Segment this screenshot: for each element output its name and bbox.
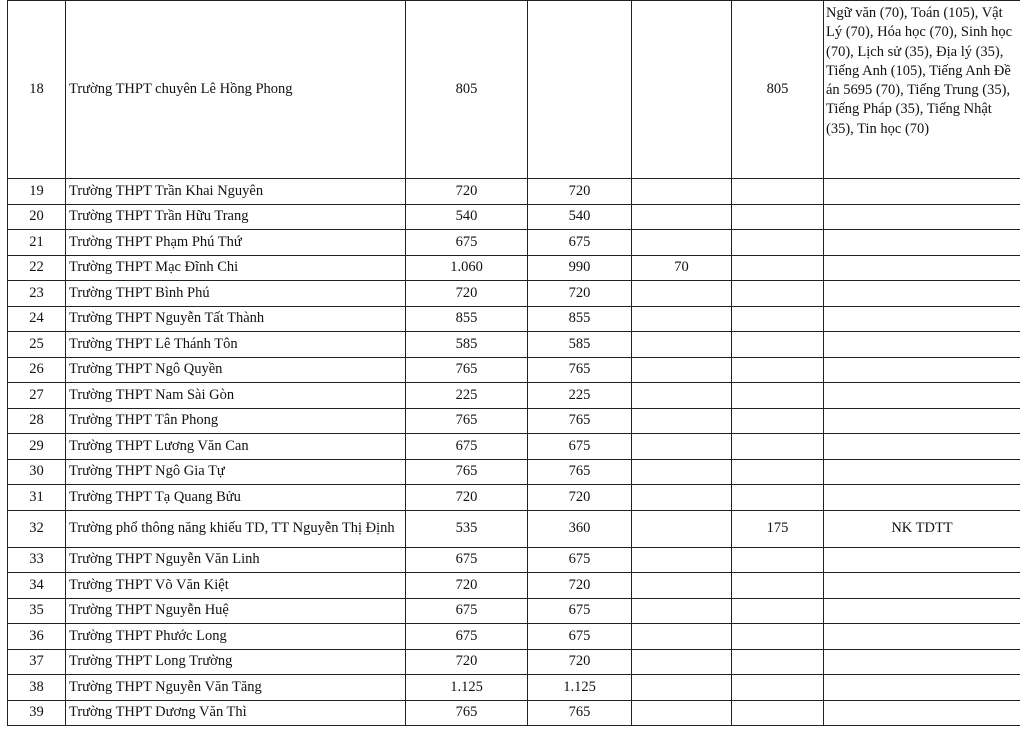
total-quota: 720 [406,573,528,599]
subject-note [824,332,1020,358]
subject-note [824,434,1020,460]
subject-note [824,573,1020,599]
row-number: 34 [8,573,66,599]
regular-quota: 1.125 [528,675,632,701]
school-name: Trường THPT Tân Phong [66,408,406,434]
total-quota: 1.060 [406,255,528,281]
row-number: 21 [8,230,66,256]
table-body [8,1,1020,726]
integrated-quota [632,649,732,675]
subject-note [824,357,1020,383]
table-row [8,408,1020,434]
total-quota: 540 [406,204,528,230]
specialized-quota: 805 [732,1,824,179]
school-name: Trường THPT Nguyễn Văn Tăng [66,675,406,701]
specialized-quota [732,459,824,485]
total-quota: 720 [406,281,528,307]
regular-quota: 720 [528,485,632,511]
specialized-quota [732,700,824,726]
school-name: Trường THPT Trần Khai Nguyên [66,179,406,205]
row-number: 35 [8,598,66,624]
row-number: 37 [8,649,66,675]
table-row [8,598,1020,624]
row-number: 19 [8,179,66,205]
regular-quota [528,1,632,179]
regular-quota: 675 [528,598,632,624]
subject-note [824,547,1020,573]
subject-note [824,408,1020,434]
table-row [8,306,1020,332]
integrated-quota [632,547,732,573]
integrated-quota [632,306,732,332]
row-number: 29 [8,434,66,460]
table-row [8,700,1020,726]
school-name: Trường THPT Võ Văn Kiệt [66,573,406,599]
regular-quota: 765 [528,357,632,383]
specialized-quota [732,306,824,332]
regular-quota: 720 [528,281,632,307]
total-quota: 855 [406,306,528,332]
row-number: 23 [8,281,66,307]
total-quota: 675 [406,230,528,256]
total-quota: 675 [406,624,528,650]
school-name: Trường THPT Bình Phú [66,281,406,307]
total-quota: 765 [406,459,528,485]
regular-quota: 675 [528,230,632,256]
specialized-quota [732,255,824,281]
total-quota: 765 [406,357,528,383]
subject-note [824,306,1020,332]
table-row [8,459,1020,485]
table-row [8,357,1020,383]
table-row [8,624,1020,650]
school-name: Trường THPT Phạm Phú Thứ [66,230,406,256]
specialized-quota [732,332,824,358]
specialized-quota [732,179,824,205]
row-number: 33 [8,547,66,573]
table-row [8,383,1020,409]
subject-note [824,649,1020,675]
subject-note [824,624,1020,650]
integrated-quota [632,1,732,179]
specialized-quota [732,485,824,511]
subject-note [824,230,1020,256]
school-name: Trường phổ thông năng khiếu TD, TT Nguyễn Thị Định [66,510,406,547]
row-number: 30 [8,459,66,485]
specialized-quota [732,598,824,624]
table-row [8,281,1020,307]
table-row [8,510,1020,547]
table-row [8,547,1020,573]
specialized-quota [732,624,824,650]
subject-note: Ngữ văn (70), Toán (105), Vật Lý (70), Hóa học (70), Sinh học (70), Lịch sử (35), Địa lý (35), Tiếng Anh (105), Tiếng Anh Đề án 5695 (70), Tiếng Trung (35), Tiếng Pháp (35), Tiếng Nhật (35), Tin học (70) [824,1,1020,179]
table-row [8,230,1020,256]
total-quota: 805 [406,1,528,179]
integrated-quota [632,510,732,547]
regular-quota: 540 [528,204,632,230]
specialized-quota [732,281,824,307]
regular-quota: 225 [528,383,632,409]
school-name: Trường THPT Lương Văn Can [66,434,406,460]
school-name: Trường THPT Nguyễn Văn Linh [66,547,406,573]
total-quota: 675 [406,547,528,573]
subject-note [824,700,1020,726]
table-row [8,649,1020,675]
specialized-quota [732,408,824,434]
integrated-quota [632,332,732,358]
admission-quota-table [7,0,1020,726]
row-number: 38 [8,675,66,701]
row-number: 27 [8,383,66,409]
specialized-quota [732,230,824,256]
specialized-quota: 175 [732,510,824,547]
integrated-quota [632,675,732,701]
school-name: Trường THPT Nguyễn Huệ [66,598,406,624]
table-row [8,434,1020,460]
integrated-quota [632,598,732,624]
specialized-quota [732,675,824,701]
regular-quota: 765 [528,459,632,485]
specialized-quota [732,547,824,573]
regular-quota: 585 [528,332,632,358]
regular-quota: 360 [528,510,632,547]
regular-quota: 720 [528,649,632,675]
regular-quota: 675 [528,547,632,573]
integrated-quota [632,434,732,460]
school-name: Trường THPT Tạ Quang Bửu [66,485,406,511]
row-number: 39 [8,700,66,726]
integrated-quota [632,485,732,511]
integrated-quota [632,408,732,434]
total-quota: 225 [406,383,528,409]
subject-note [824,383,1020,409]
integrated-quota: 70 [632,255,732,281]
regular-quota: 720 [528,179,632,205]
school-name: Trường THPT Dương Văn Thì [66,700,406,726]
integrated-quota [632,204,732,230]
integrated-quota [632,383,732,409]
integrated-quota [632,230,732,256]
school-name: Trường THPT Nguyễn Tất Thành [66,306,406,332]
total-quota: 585 [406,332,528,358]
school-name: Trường THPT Ngô Gia Tự [66,459,406,485]
subject-note [824,598,1020,624]
regular-quota: 675 [528,624,632,650]
subject-note [824,675,1020,701]
row-number: 31 [8,485,66,511]
row-number: 18 [8,1,66,179]
school-name: Trường THPT Phước Long [66,624,406,650]
row-number: 20 [8,204,66,230]
school-name: Trường THPT Lê Thánh Tôn [66,332,406,358]
row-number: 32 [8,510,66,547]
subject-note [824,179,1020,205]
table-row [8,332,1020,358]
total-quota: 765 [406,700,528,726]
total-quota: 720 [406,485,528,511]
integrated-quota [632,357,732,383]
specialized-quota [732,434,824,460]
integrated-quota [632,179,732,205]
table-row [8,179,1020,205]
regular-quota: 990 [528,255,632,281]
integrated-quota [632,573,732,599]
school-name: Trường THPT Mạc Đĩnh Chi [66,255,406,281]
subject-note [824,255,1020,281]
total-quota: 720 [406,179,528,205]
subject-note [824,281,1020,307]
row-number: 22 [8,255,66,281]
school-name: Trường THPT chuyên Lê Hồng Phong [66,1,406,179]
regular-quota: 675 [528,434,632,460]
subject-note [824,204,1020,230]
total-quota: 675 [406,598,528,624]
integrated-quota [632,459,732,485]
table-row [8,675,1020,701]
integrated-quota [632,281,732,307]
specialized-quota [732,204,824,230]
subject-note: NK TDTT [824,510,1020,547]
total-quota: 765 [406,408,528,434]
specialized-quota [732,573,824,599]
school-name: Trường THPT Nam Sài Gòn [66,383,406,409]
row-number: 25 [8,332,66,358]
row-number: 24 [8,306,66,332]
total-quota: 720 [406,649,528,675]
integrated-quota [632,700,732,726]
table-row [8,204,1020,230]
total-quota: 675 [406,434,528,460]
table-row [8,1,1020,179]
regular-quota: 765 [528,408,632,434]
integrated-quota [632,624,732,650]
specialized-quota [732,383,824,409]
specialized-quota [732,649,824,675]
table-row [8,573,1020,599]
specialized-quota [732,357,824,383]
table-row [8,255,1020,281]
total-quota: 1.125 [406,675,528,701]
row-number: 28 [8,408,66,434]
school-name: Trường THPT Long Trường [66,649,406,675]
row-number: 26 [8,357,66,383]
regular-quota: 855 [528,306,632,332]
regular-quota: 720 [528,573,632,599]
school-name: Trường THPT Ngô Quyền [66,357,406,383]
subject-note [824,459,1020,485]
school-name: Trường THPT Trần Hữu Trang [66,204,406,230]
table-row [8,485,1020,511]
row-number: 36 [8,624,66,650]
regular-quota: 765 [528,700,632,726]
total-quota: 535 [406,510,528,547]
subject-note [824,485,1020,511]
